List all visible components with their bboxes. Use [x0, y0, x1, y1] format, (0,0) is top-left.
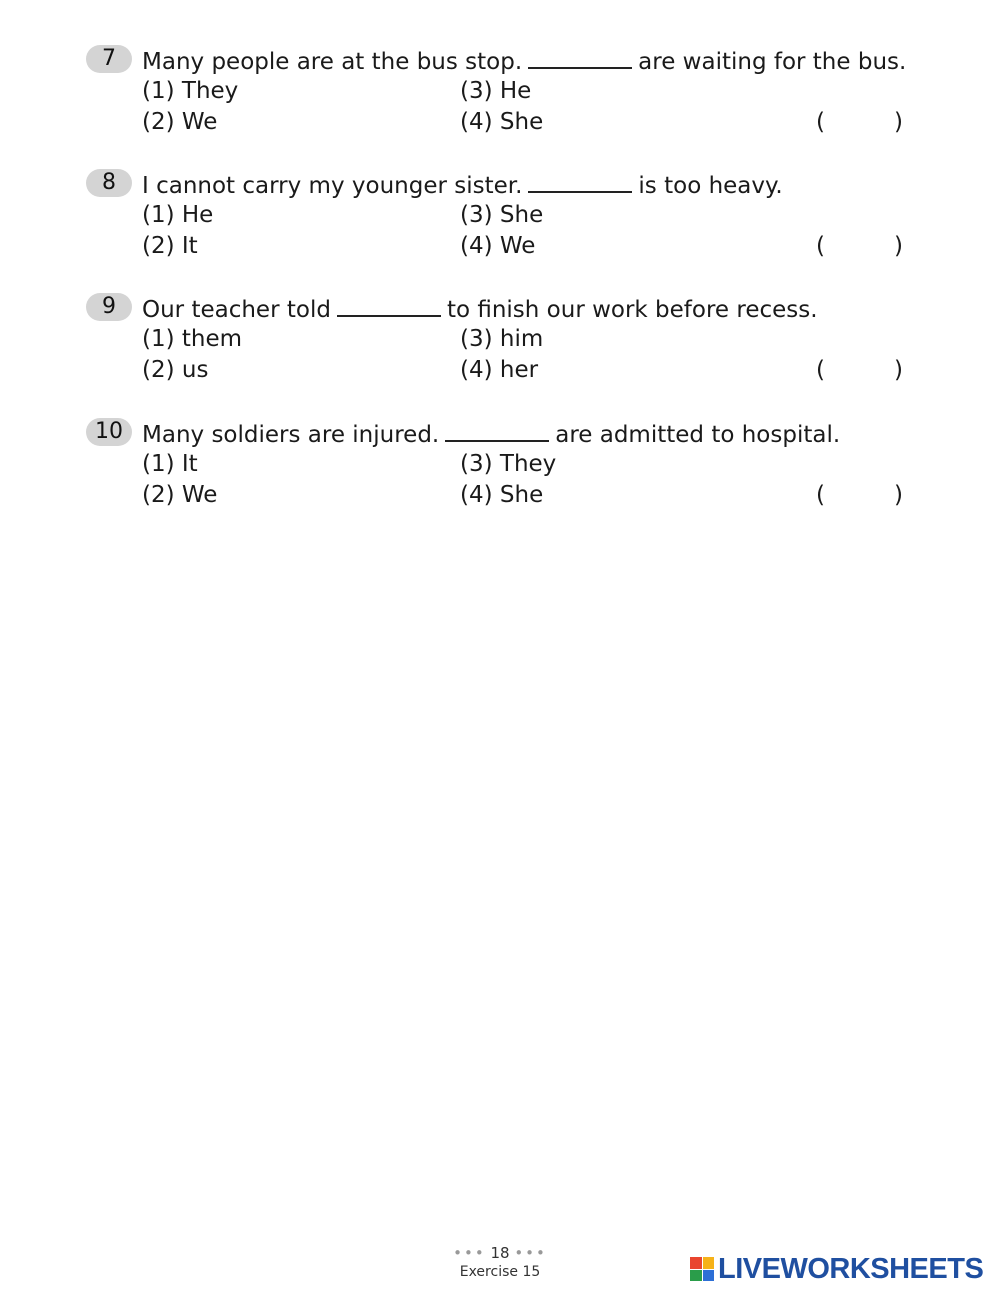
stem-before: I cannot carry my younger sister. — [142, 173, 523, 199]
answer-paren-open: ( — [816, 233, 825, 259]
answer-blank[interactable] — [528, 47, 632, 69]
option-2[interactable]: (2) We — [142, 109, 218, 135]
logo-square-blue — [703, 1270, 715, 1282]
question-stem — [142, 47, 906, 75]
answer-paren-open: ( — [816, 482, 825, 508]
option-3[interactable]: (3) him — [460, 326, 544, 352]
stem-after: are admitted to hospital. — [555, 422, 841, 448]
option-2[interactable]: (2) It — [142, 233, 198, 259]
answer-blank[interactable] — [445, 420, 549, 442]
dots-right: ••• — [514, 1244, 547, 1262]
option-4[interactable]: (4) She — [460, 482, 544, 508]
stem-before: Our teacher told — [142, 297, 331, 323]
answer-paren-open: ( — [816, 109, 825, 135]
logo-square-yellow — [703, 1257, 715, 1269]
option-2[interactable]: (2) We — [142, 482, 218, 508]
option-2[interactable]: (2) us — [142, 357, 209, 383]
answer-paren-close: ) — [894, 109, 903, 135]
stem-after: are waiting for the bus. — [638, 49, 907, 75]
logo-square-green — [690, 1270, 702, 1282]
option-3[interactable]: (3) He — [460, 78, 532, 104]
exercise-label: Exercise 15 — [459, 1264, 541, 1280]
question-number: 8 — [86, 169, 132, 197]
question-number: 10 — [86, 418, 132, 446]
option-4[interactable]: (4) her — [460, 357, 539, 383]
page-number-value: 18 — [490, 1244, 510, 1262]
stem-after: to finish our work before recess. — [446, 297, 818, 323]
answer-paren-close: ) — [894, 482, 903, 508]
stem-before: Many people are at the bus stop. — [142, 49, 523, 75]
liveworksheets-logo[interactable] — [690, 1254, 983, 1284]
logo-grid-icon — [690, 1257, 714, 1281]
option-3[interactable]: (3) They — [460, 451, 557, 477]
answer-blank[interactable] — [528, 171, 632, 193]
option-1[interactable]: (1) He — [142, 202, 214, 228]
option-4[interactable]: (4) She — [460, 109, 544, 135]
option-1[interactable]: (1) them — [142, 326, 243, 352]
option-1[interactable]: (1) They — [142, 78, 239, 104]
stem-after: is too heavy. — [638, 173, 783, 199]
question-number: 7 — [86, 45, 132, 73]
option-3[interactable]: (3) She — [460, 202, 544, 228]
logo-square-red — [690, 1257, 702, 1269]
stem-before: Many soldiers are injured. — [142, 422, 440, 448]
answer-blank[interactable] — [337, 295, 441, 317]
question-stem — [142, 171, 783, 199]
answer-paren-open: ( — [816, 357, 825, 383]
option-1[interactable]: (1) It — [142, 451, 198, 477]
option-4[interactable]: (4) We — [460, 233, 536, 259]
answer-paren-close: ) — [894, 357, 903, 383]
question-stem — [142, 420, 840, 448]
answer-paren-close: ) — [894, 233, 903, 259]
dots-left: ••• — [453, 1244, 486, 1262]
question-number: 9 — [86, 293, 132, 321]
logo-text: LIVEWORKSHEETS — [718, 1252, 984, 1285]
question-stem — [142, 295, 818, 323]
